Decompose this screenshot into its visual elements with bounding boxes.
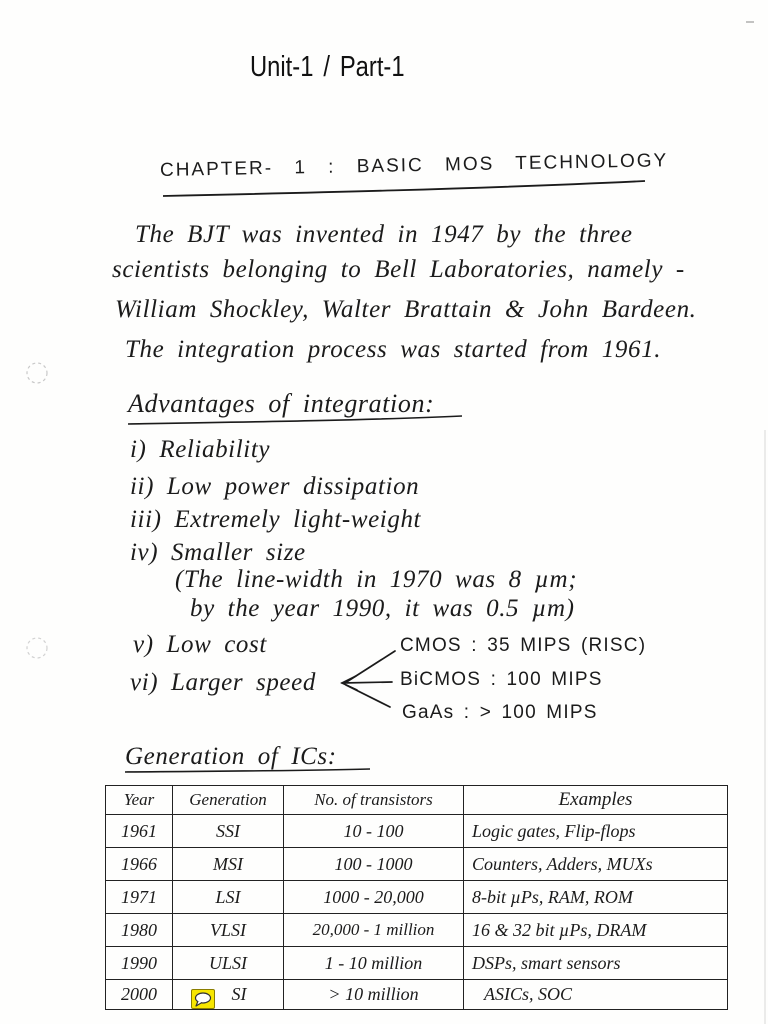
column-header: No. of transistors <box>284 786 464 815</box>
branch-line <box>345 651 395 683</box>
speed-branch-arrows <box>342 651 395 707</box>
advantage-item: vi) Larger speed <box>130 669 316 696</box>
examples-cell: Logic gates, Flip-flops <box>464 815 728 848</box>
examples-cell: Counters, Adders, MUXs <box>464 848 728 881</box>
transistors-cell: > 10 million <box>284 980 464 1010</box>
size-note-line: (The line-width in 1970 was 8 µm; <box>175 566 578 593</box>
table-row <box>106 947 728 980</box>
intro-line: William Shockley, Walter Brattain & John Bardeen. <box>115 296 697 323</box>
examples-cell: ASICs, SOC <box>464 980 728 1010</box>
year-cell: 2000 <box>106 980 173 1010</box>
arrowhead <box>342 676 357 690</box>
punch-hole-mark <box>27 638 47 658</box>
advantage-item: iii) Extremely light-weight <box>130 506 422 533</box>
table-row <box>106 914 728 947</box>
generation-cell: MSI <box>173 848 284 881</box>
transistors-cell: 1000 - 20,000 <box>284 881 464 914</box>
page-title: Unit-1 / Part-1 <box>250 51 405 83</box>
size-note-line: by the year 1990, it was 0.5 µm) <box>190 595 575 622</box>
table-header-row <box>106 786 728 815</box>
transistors-cell: 1 - 10 million <box>284 947 464 980</box>
advantage-item: v) Low cost <box>133 631 267 658</box>
column-header: Generation <box>173 786 284 815</box>
generation-cell: SSI <box>173 815 284 848</box>
table-row <box>106 848 728 881</box>
year-cell: 1990 <box>106 947 173 980</box>
examples-cell: 8-bit µPs, RAM, ROM <box>464 881 728 914</box>
chapter-heading: CHAPTER- 1 : BASIC MOS TECHNOLOGY <box>159 150 669 181</box>
advantages-heading: Advantages of integration: <box>128 389 435 418</box>
generation-cell-text: SI <box>231 984 247 1004</box>
branch-line <box>342 682 392 683</box>
advantage-item: iv) Smaller size <box>130 539 306 566</box>
year-cell: 1961 <box>106 815 173 848</box>
year-cell: 1980 <box>106 914 173 947</box>
speed-branch: BiCMOS : 100 MIPS <box>400 669 603 690</box>
speed-branch: CMOS : 35 MIPS (RISC) <box>400 635 647 656</box>
punch-hole-mark <box>27 363 47 383</box>
generation-cell: VLSI <box>173 914 284 947</box>
speech-bubble-icon <box>192 990 214 1008</box>
generation-cell: LSI <box>173 881 284 914</box>
speed-branch: GaAs : > 100 MIPS <box>402 702 598 723</box>
branch-line <box>346 685 390 707</box>
column-header: Year <box>106 786 173 815</box>
advantage-item: i) Reliability <box>130 436 271 463</box>
year-cell: 1971 <box>106 881 173 914</box>
advantage-item: ii) Low power dissipation <box>130 473 420 500</box>
year-cell: 1966 <box>106 848 173 881</box>
chapter-underline <box>163 181 645 196</box>
intro-line: scientists belonging to Bell Laboratories, namely - <box>112 256 685 283</box>
table-row <box>106 815 728 848</box>
column-header: Examples <box>464 786 728 815</box>
examples-cell: 16 & 32 bit µPs, DRAM <box>464 914 728 947</box>
generation-cell: ULSI <box>173 947 284 980</box>
table-row <box>106 881 728 914</box>
examples-cell: DSPs, smart sensors <box>464 947 728 980</box>
transistors-cell: 10 - 100 <box>284 815 464 848</box>
intro-line: The integration process was started from 1961. <box>125 336 662 363</box>
comment-icon[interactable] <box>191 989 215 1009</box>
transistors-cell: 20,000 - 1 million <box>284 914 464 947</box>
intro-line: The BJT was invented in 1947 by the three <box>135 221 633 248</box>
generation-cell <box>173 980 284 1010</box>
ic-generation-table <box>105 785 727 1010</box>
transistors-cell: 100 - 1000 <box>284 848 464 881</box>
generations-heading: Generation of ICs: <box>125 743 337 770</box>
